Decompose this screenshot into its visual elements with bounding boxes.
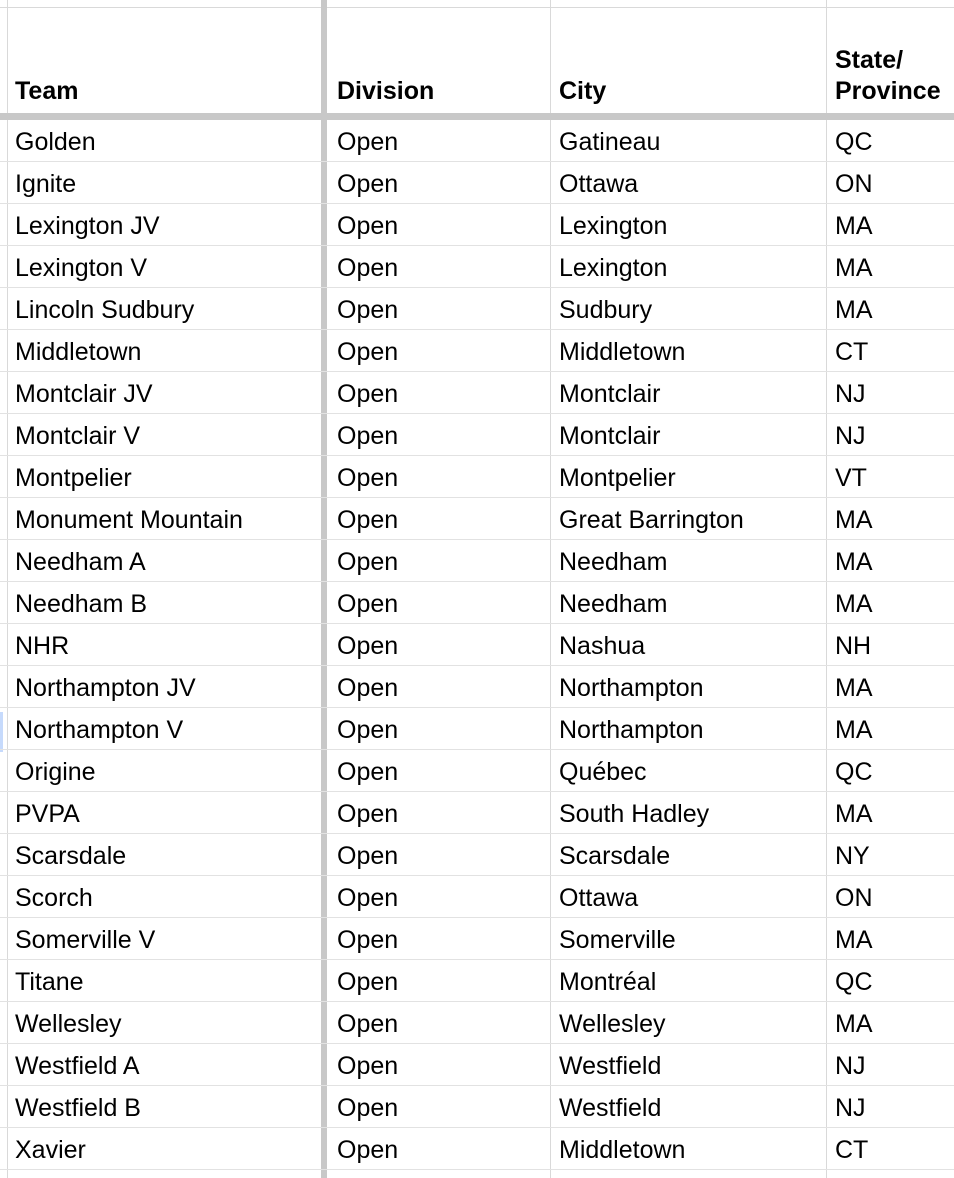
cell-division[interactable]: Open — [337, 884, 399, 912]
cell-state-province[interactable]: NY — [835, 842, 870, 870]
cell-division[interactable]: Open — [337, 464, 399, 492]
table-row — [0, 1086, 954, 1128]
header-cell-city[interactable]: City — [559, 77, 607, 105]
table-row — [0, 456, 954, 498]
cell-city[interactable]: Lexington — [559, 254, 668, 282]
cell-division[interactable]: Open — [337, 170, 399, 198]
cell-state-province[interactable]: VT — [835, 464, 867, 492]
cell-city[interactable]: South Hadley — [559, 800, 710, 828]
cell-division[interactable]: Open — [337, 548, 399, 576]
cell-state-province[interactable]: NH — [835, 632, 872, 660]
cell-state-province[interactable]: MA — [835, 296, 873, 324]
table-row — [0, 204, 954, 246]
cell-state-province[interactable]: ON — [835, 170, 873, 198]
table-row — [0, 960, 954, 1002]
cell-team[interactable]: Monument Mountain — [15, 506, 243, 534]
cell-team[interactable]: Ignite — [15, 170, 77, 198]
table-row — [0, 330, 954, 372]
cell-division[interactable]: Open — [337, 1010, 399, 1038]
cell-city[interactable]: Westfield — [559, 1094, 662, 1122]
cell-team[interactable]: Somerville V — [15, 926, 156, 954]
cell-team[interactable]: PVPA — [15, 800, 80, 828]
table-body — [0, 120, 954, 1170]
cell-city[interactable]: Scarsdale — [559, 842, 671, 870]
cell-state-province[interactable]: NJ — [835, 422, 866, 450]
cell-city[interactable]: Needham — [559, 590, 668, 618]
cell-division[interactable]: Open — [337, 716, 399, 744]
cell-division[interactable]: Open — [337, 254, 399, 282]
cell-state-province[interactable]: MA — [835, 506, 873, 534]
cell-division[interactable]: Open — [337, 1094, 399, 1122]
cell-division[interactable]: Open — [337, 758, 399, 786]
cell-team[interactable]: Northampton V — [15, 716, 184, 744]
cell-division[interactable]: Open — [337, 800, 399, 828]
table-row — [0, 288, 954, 330]
cell-state-province[interactable]: QC — [835, 758, 873, 786]
header-cell-state-province[interactable]: State/ Province — [835, 46, 941, 105]
table-row — [0, 414, 954, 456]
cell-city[interactable]: Lexington — [559, 212, 668, 240]
cell-city[interactable]: Québec — [559, 758, 647, 786]
cell-team[interactable]: Montclair JV — [15, 380, 153, 408]
cell-state-province[interactable]: MA — [835, 590, 873, 618]
cell-city[interactable]: Northampton — [559, 674, 704, 702]
cell-city[interactable]: Wellesley — [559, 1010, 666, 1038]
header-cell-division[interactable]: Division — [337, 77, 435, 105]
cell-state-province[interactable]: NJ — [835, 1052, 866, 1080]
cell-state-province[interactable]: CT — [835, 338, 869, 366]
cell-team[interactable]: Needham B — [15, 590, 148, 618]
table-row — [0, 498, 954, 540]
cell-city[interactable]: Ottawa — [559, 884, 639, 912]
cell-city[interactable]: Ottawa — [559, 170, 639, 198]
cell-city[interactable]: Northampton — [559, 716, 704, 744]
cell-city[interactable]: Westfield — [559, 1052, 662, 1080]
cell-team[interactable]: Westfield A — [15, 1052, 140, 1080]
cell-team[interactable]: NHR — [15, 632, 70, 660]
cell-state-province[interactable]: MA — [835, 716, 873, 744]
cell-team[interactable]: Westfield B — [15, 1094, 141, 1122]
cell-division[interactable]: Open — [337, 842, 399, 870]
cell-team[interactable]: Lexington JV — [15, 212, 160, 240]
cell-state-province[interactable]: QC — [835, 968, 873, 996]
table-row — [0, 834, 954, 876]
cell-state-province[interactable]: CT — [835, 1136, 869, 1164]
cell-division[interactable]: Open — [337, 590, 399, 618]
cell-city[interactable]: Gatineau — [559, 128, 661, 156]
table-row — [0, 582, 954, 624]
cell-team[interactable]: Montclair V — [15, 422, 141, 450]
cell-city[interactable]: Montclair — [559, 422, 661, 450]
cell-team[interactable]: Northampton JV — [15, 674, 196, 702]
table-row — [0, 750, 954, 792]
cell-city[interactable]: Nashua — [559, 632, 646, 660]
cell-city[interactable]: Great Barrington — [559, 506, 744, 534]
cell-state-province[interactable]: MA — [835, 800, 873, 828]
table-row — [0, 540, 954, 582]
table-row — [0, 918, 954, 960]
cell-city[interactable]: Middletown — [559, 338, 686, 366]
cell-division[interactable]: Open — [337, 212, 399, 240]
table-row — [0, 1044, 954, 1086]
cell-division[interactable]: Open — [337, 674, 399, 702]
cell-division[interactable]: Open — [337, 968, 399, 996]
cell-division[interactable]: Open — [337, 926, 399, 954]
table-row — [0, 708, 954, 750]
cell-team[interactable]: Lexington V — [15, 254, 148, 282]
cell-team[interactable]: Montpelier — [15, 464, 132, 492]
table-row — [0, 792, 954, 834]
table-row — [0, 666, 954, 708]
cell-team[interactable]: Wellesley — [15, 1010, 122, 1038]
cell-state-province[interactable]: MA — [835, 1010, 873, 1038]
cell-team[interactable]: Scarsdale — [15, 842, 127, 870]
cell-state-province[interactable]: NJ — [835, 380, 866, 408]
cell-division[interactable]: Open — [337, 632, 399, 660]
cell-team[interactable]: Golden — [15, 128, 96, 156]
cell-division[interactable]: Open — [337, 1136, 399, 1164]
cell-city[interactable]: Needham — [559, 548, 668, 576]
cell-state-province[interactable]: ON — [835, 884, 873, 912]
cell-team[interactable]: Xavier — [15, 1136, 86, 1164]
cell-team[interactable]: Origine — [15, 758, 96, 786]
table-row — [0, 372, 954, 414]
cell-team[interactable]: Scorch — [15, 884, 93, 912]
table-row — [0, 624, 954, 666]
row-above-header[interactable] — [0, 0, 954, 8]
cell-division[interactable]: Open — [337, 506, 399, 534]
table-row — [0, 1002, 954, 1044]
cell-division[interactable]: Open — [337, 422, 399, 450]
cell-division[interactable]: Open — [337, 338, 399, 366]
cell-city[interactable]: Montréal — [559, 968, 657, 996]
cell-team[interactable]: Lincoln Sudbury — [15, 296, 195, 324]
cell-city[interactable]: Sudbury — [559, 296, 653, 324]
cell-city[interactable]: Somerville — [559, 926, 676, 954]
cell-state-province[interactable]: MA — [835, 212, 873, 240]
table-row — [0, 246, 954, 288]
frozen-row-divider[interactable] — [0, 113, 954, 120]
table-row — [0, 876, 954, 918]
cell-state-province[interactable]: MA — [835, 674, 873, 702]
cell-team[interactable]: Titane — [15, 968, 84, 996]
table-row — [0, 162, 954, 204]
table-row — [0, 1128, 954, 1170]
cell-city[interactable]: Middletown — [559, 1136, 686, 1164]
cell-state-province[interactable]: NJ — [835, 1094, 866, 1122]
cell-state-province[interactable]: MA — [835, 926, 873, 954]
cell-city[interactable]: Montclair — [559, 380, 661, 408]
header-cell-team[interactable]: Team — [15, 77, 79, 105]
table-row — [0, 120, 954, 162]
cell-team[interactable]: Middletown — [15, 338, 142, 366]
cell-state-province[interactable]: MA — [835, 548, 873, 576]
cell-city[interactable]: Montpelier — [559, 464, 676, 492]
cell-team[interactable]: Needham A — [15, 548, 146, 576]
cell-division[interactable]: Open — [337, 1052, 399, 1080]
cell-division[interactable]: Open — [337, 380, 399, 408]
cell-division[interactable]: Open — [337, 128, 399, 156]
cell-division[interactable]: Open — [337, 296, 399, 324]
cell-state-province[interactable]: QC — [835, 128, 873, 156]
cell-state-province[interactable]: MA — [835, 254, 873, 282]
